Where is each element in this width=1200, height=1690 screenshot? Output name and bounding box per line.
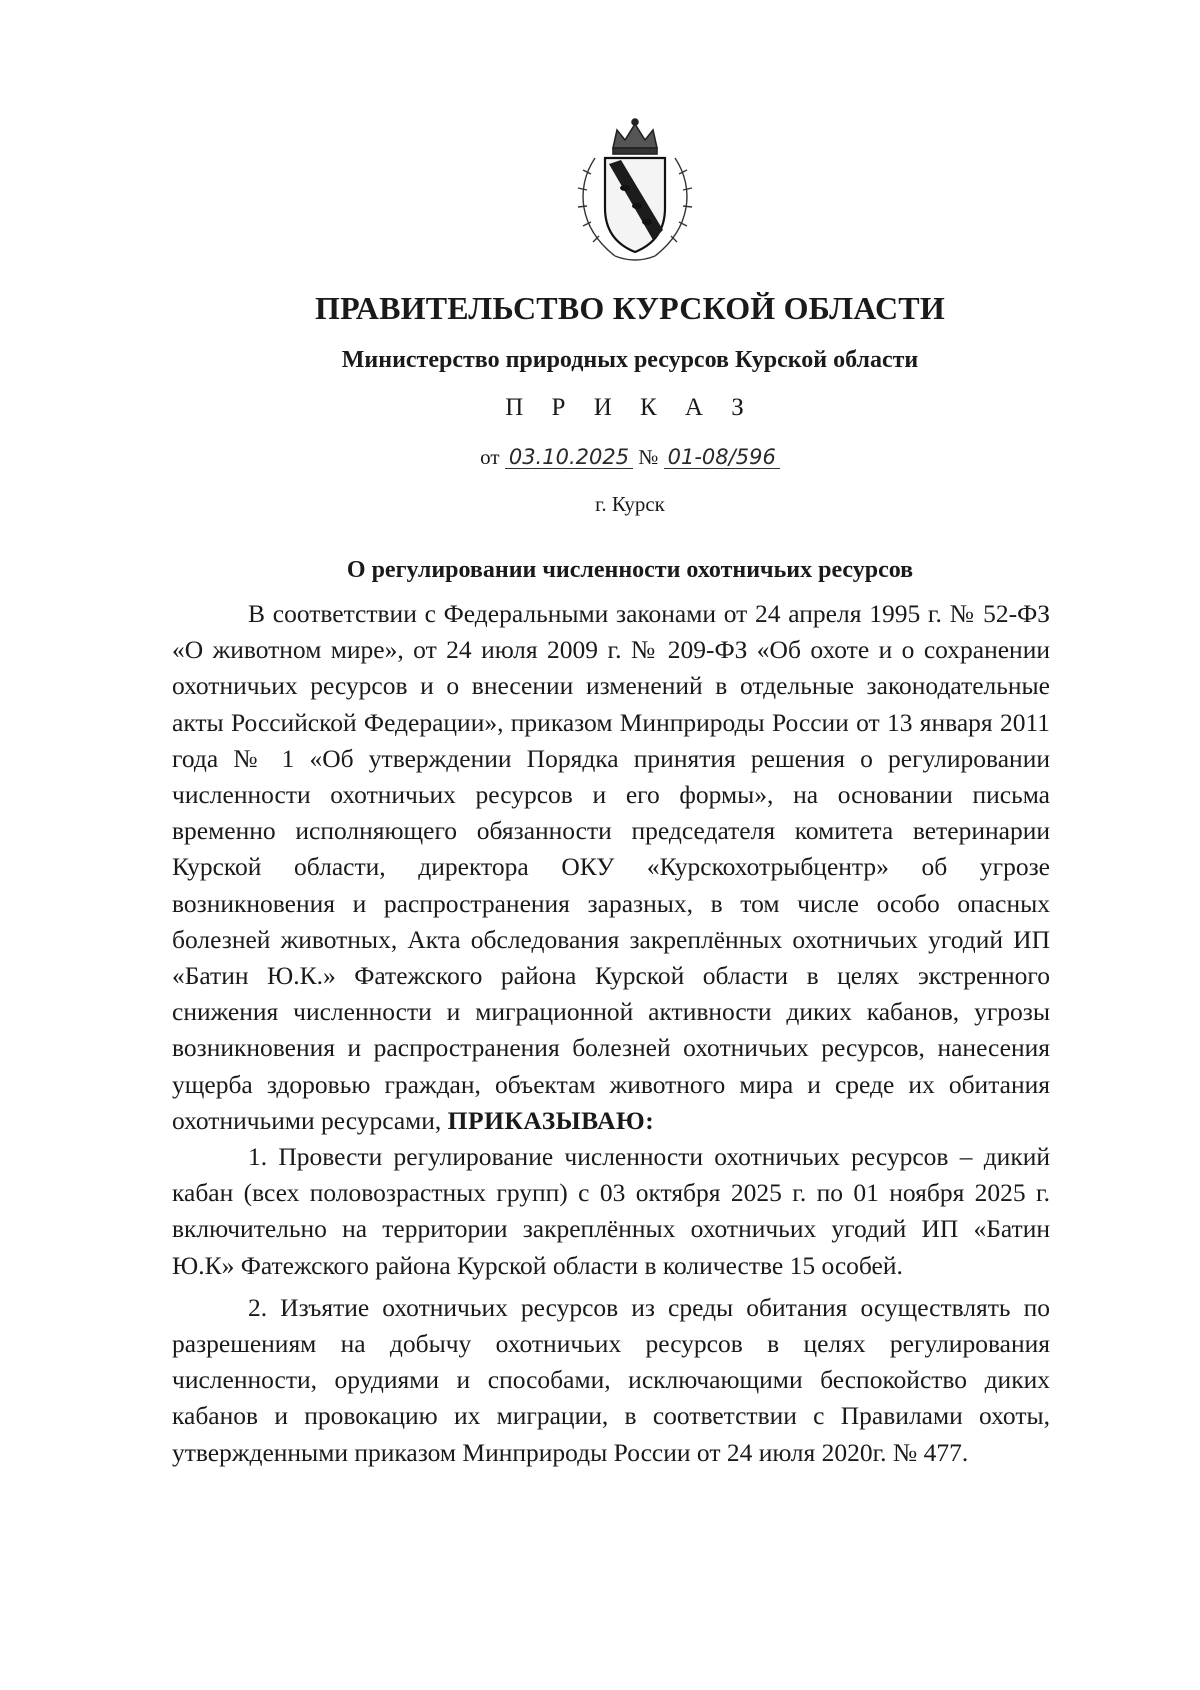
- order-number: 01-08/596: [664, 446, 780, 469]
- order-keyword: ПРИКАЗЫВАЮ: [447, 1105, 646, 1135]
- order-date: 03.10.2025: [505, 446, 633, 469]
- number-prefix: №: [638, 445, 659, 469]
- order-colon: :: [645, 1105, 655, 1135]
- order-date-number: [160, 445, 1100, 470]
- document-type: П Р И К А З: [505, 394, 755, 421]
- preamble-text: В соответствии с Федеральными законами от 24 апреля 1995 г. № 52-ФЗ «О животном мире», от 24 июля 2009 г. № 209-ФЗ «Об охоте и о сохранении охотничьих ресурсов и о внесении изменений в отдельные законодательные акты Российской Федерации», приказом Минприроды России от 13 января 2011 года № 1 «Об утверждении Порядка принятия решения о регулировании численности охотничьих ресурсов и его формы», на основании письма временно исполняющего обязанности председателя комитета ветеринарии Курской области, директора ОКУ «Курскохотрыбцентр» об угрозе возникновения и распространения заразных, в том числе особо опасных болезней животных, Акта обследования закреплённых охотничьих угодий ИП «Батин Ю.К.» Фатежского района Курской области в целях экстренного снижения численности и миграционной активности диких кабанов, угрозы возникновения и распространения болезней охотничьих ресурсов, нанесения ущерба здоровью граждан, объектам животного мира и среде их обитания охотничьими ресурсами,: [172, 599, 1050, 1135]
- coat-of-arms-icon: [565, 118, 705, 266]
- order-item-1: 1. Провести регулирование численности охотничьих ресурсов – дикий кабан (всех половозрастных групп) с 03 октября 2025 г. по 01 ноября 2025 г. включительно на территории закреплённых охотничьих угодий ИП «Батин Ю.К» Фатежского района Курской области в количестве 15 особей.: [172, 1142, 1050, 1280]
- date-prefix: от: [480, 445, 500, 469]
- order-subject: О регулировании численности охотничьих ресурсов: [346, 557, 914, 583]
- city: г. Курск: [595, 492, 665, 516]
- government-title: ПРАВИТЕЛЬСТВО КУРСКОЙ ОБЛАСТИ: [315, 290, 945, 326]
- order-item-2: 2. Изъятие охотничьих ресурсов из среды обитания осуществлять по разрешениям на добычу охотничьих ресурсов в целях регулирования численности, орудиями и способами, исключающими беспокойство диких кабанов и провокацию их миграции, в соответствии с Правилами охоты, утвержденными приказом Минприроды России от 24 июля 2020г. № 477.: [172, 1292, 1050, 1467]
- order-body: [172, 596, 1050, 1471]
- ministry-name: Министерство природных ресурсов Курской области: [341, 347, 919, 373]
- preamble-paragraph: [172, 596, 1050, 1139]
